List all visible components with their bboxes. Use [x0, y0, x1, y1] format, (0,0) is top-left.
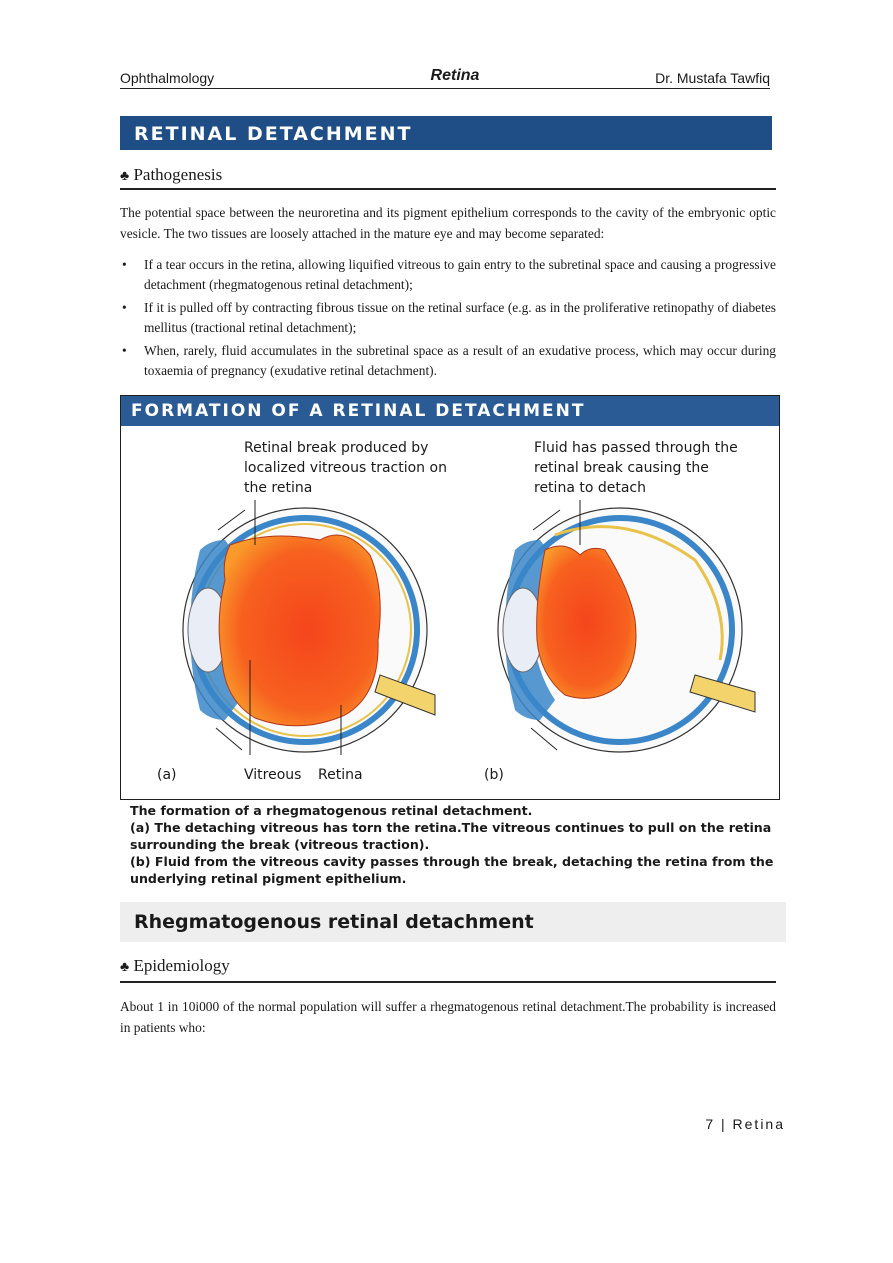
eye-diagram-a — [130, 500, 450, 760]
club-icon: ♣ — [120, 169, 130, 184]
header-subject: Ophthalmology — [120, 70, 215, 86]
annotation-a: Retinal break produced by localized vitreous traction on the retina — [244, 440, 447, 496]
footer-section: Retina — [732, 1116, 785, 1132]
epidemiology-rule — [120, 981, 776, 983]
header-rule — [120, 88, 770, 89]
list-item: • If a tear occurs in the retina, allowing liquified vitreous to gain entry to the subretinal space and causing a progressive detachment (rhegmatogenous retinal detachment); — [120, 255, 776, 295]
page-title-banner: RETINAL DETACHMENT — [120, 116, 772, 150]
caption-line: The formation of a rhegmatogenous retinal detachment. — [130, 803, 533, 818]
pathogenesis-list — [120, 255, 776, 384]
pathogenesis-heading-text: Pathogenesis — [133, 165, 223, 184]
label-retina: Retina — [318, 767, 363, 783]
list-item: • When, rarely, fluid accumulates in the subretinal space as a result of an exudative process, which may occur during toxaemia of pregnancy (exudative retinal detachment). — [120, 341, 776, 381]
page-footer — [705, 1116, 785, 1132]
pathogenesis-heading — [120, 165, 222, 185]
epidemiology-text: About 1 in 10i000 of the normal population will suffer a rhegmatogenous retinal detachment.The probability is increased in patients who: — [120, 999, 776, 1035]
subsection-heading: Rhegmatogenous retinal detachment — [120, 902, 786, 942]
header-topic: Retina — [430, 67, 480, 84]
pathogenesis-intro: The potential space between the neuroretina and its pigment epithelium corresponds to the cavity of the embryonic optic vesicle. The two tissues are loosely attached in the mature eye and may become separated: — [120, 205, 776, 241]
pathogenesis-rule — [120, 188, 776, 190]
figure-title: FORMATION OF A RETINAL DETACHMENT — [121, 396, 779, 426]
vitreous-body — [219, 535, 380, 726]
eye-diagram-b — [455, 500, 775, 760]
annotation-b: Fluid has passed through the retinal break causing the retina to detach — [534, 440, 738, 496]
club-icon: ♣ — [120, 960, 130, 975]
caption-line: (a) The detaching vitreous has torn the retina.The vitreous continues to pull on the retina surrounding the break (vitreous traction). — [130, 820, 772, 852]
epidemiology-heading-text: Epidemiology — [133, 956, 230, 975]
caption-line: (b) Fluid from the vitreous cavity passes through the break, detaching the retina from the underlying retinal pigment epithelium. — [130, 854, 774, 886]
label-b: (b) — [484, 767, 504, 783]
footer-separator: | — [721, 1116, 727, 1132]
list-item: • If it is pulled off by contracting fibrous tissue on the retinal surface (e.g. as in the proliferative retinopathy of diabetes mellitus (tractional retinal detachment); — [120, 298, 776, 338]
label-vitreous: Vitreous — [244, 767, 302, 783]
epidemiology-heading — [120, 956, 230, 976]
figure-caption — [130, 802, 780, 887]
header-author: Dr. Mustafa Tawfiq — [655, 70, 770, 86]
label-a: (a) — [157, 767, 177, 783]
page-number: 7 — [705, 1116, 716, 1132]
